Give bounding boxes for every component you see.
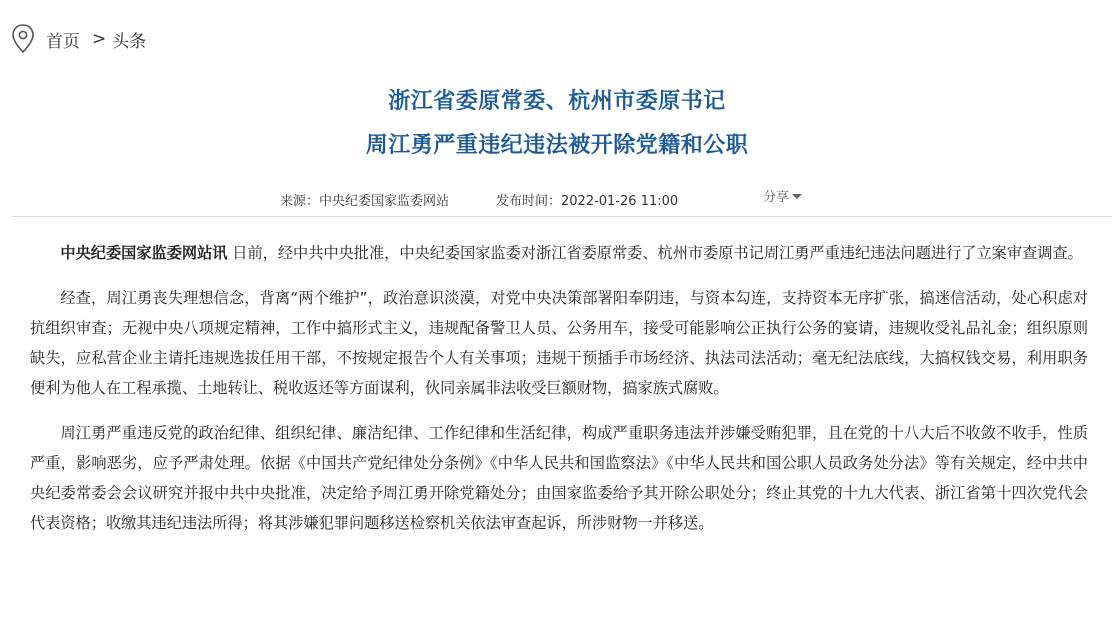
time-label: 发布时间：	[496, 194, 562, 209]
paragraph-1	[30, 238, 1088, 268]
paragraph-1-text: 日前，经中共中央批准，中央纪委国家监委对浙江省委原常委、杭州市委原书记周江勇严重违纪违法问题进行了立案审查调查。	[232, 244, 1083, 262]
share-label: 分享	[763, 190, 790, 205]
source-value: 中央纪委国家监委网站	[319, 194, 450, 209]
paragraph-3: 周江勇严重违反党的政治纪律、组织纪律、廉洁纪律、工作纪律和生活纪律，构成严重职务违法并涉嫌受贿犯罪，且在党的十八大后不收敛不收手，性质严重，影响恶劣，应予严肃处理。依据《中国共产党纪律处分条例》《中华人民共和国监察法》《中华人民共和国公职人员政务处分法》等有关规定，经中共中央纪委常委会会议研究并报中共中央批准，决定给予周江勇开除党籍处分；由国家监委给予其开除公职处分；终止其党的十九大代表、浙江省第十四次党代会代表资格；收缴其违纪违法所得；将其涉嫌犯罪问题移送检察机关依法审查起诉，所涉财物一并移送。	[30, 424, 1088, 532]
share-dropdown[interactable]	[763, 186, 802, 205]
article-publish-time	[496, 190, 678, 209]
breadcrumb-separator: >	[92, 29, 107, 49]
paragraph-2: 经查，周江勇丧失理想信念，背离“两个维护”，政治意识淡漠，对党中央决策部署阳奉阴违，与资本勾连，支持资本无序扩张，搞迷信活动，处心积虑对抗组织审查；无视中央八项规定精神，工作中搞形式主义，违规配备警卫人员、公务用车，接受可能影响公正执行公务的宴请，违规收受礼品礼金；组织原则缺失，应私营企业主请托违规选拔任用干部，不按规定报告个人有关事项；违规干预插手市场经济、执法司法活动；毫无纪法底线，大搞权钱交易，利用职务便利为他人在工程承揽、土地转让、税收返还等方面谋利，伙同亲属非法收受巨额财物，搞家族式腐败。	[30, 289, 1088, 397]
paragraph-lead: 中央纪委国家监委网站讯	[60, 244, 228, 262]
breadcrumb	[10, 22, 146, 56]
breadcrumb-current: 头条	[112, 31, 147, 52]
article-meta	[0, 186, 1114, 210]
divider	[12, 216, 1112, 217]
article-title-line-2: 周江勇严重违纪违法被开除党籍和公职	[365, 133, 749, 158]
caret-down-icon	[792, 194, 802, 199]
time-value: 2022-01-26 11:00	[561, 194, 679, 209]
location-pin-icon	[10, 23, 36, 55]
article-source	[280, 190, 449, 209]
article-body	[30, 238, 1088, 553]
article-title	[0, 80, 1114, 168]
breadcrumb-home-link[interactable]: 首页	[46, 31, 80, 52]
source-label: 来源：	[280, 194, 320, 209]
article-title-line-1: 浙江省委原常委、杭州市委原书记	[388, 89, 726, 114]
